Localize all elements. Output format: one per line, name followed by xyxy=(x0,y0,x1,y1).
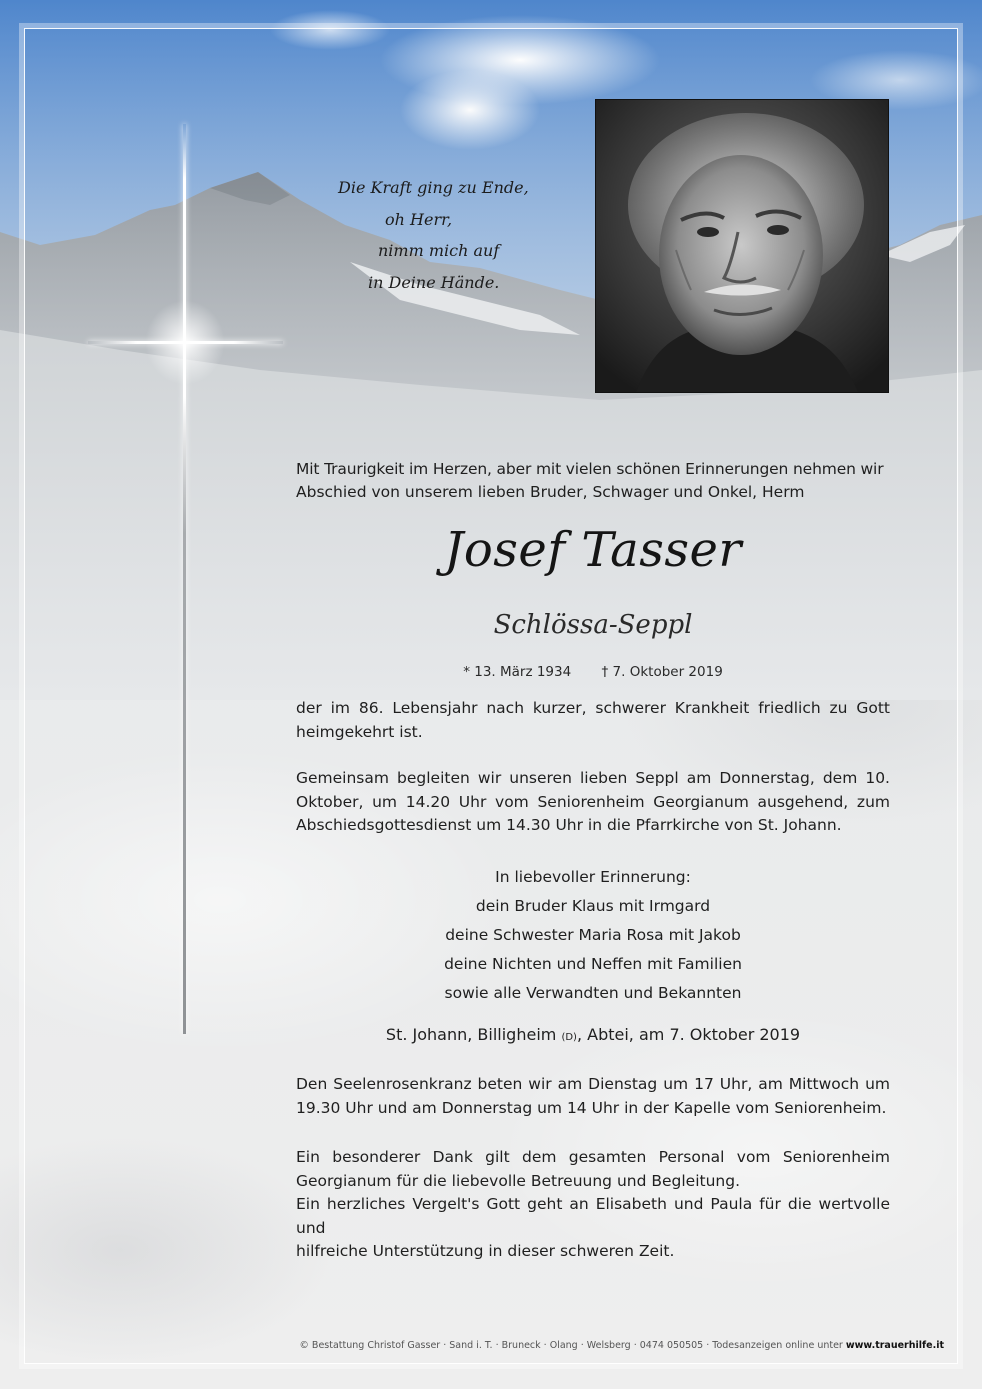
footer xyxy=(40,1340,944,1351)
paragraph-line: der im 86. Lebensjahr nach kurzer, schwerer Krankheit friedlich zu Gott xyxy=(296,699,890,717)
mourner-item: dein Bruder Klaus mit Irmgard xyxy=(475,897,711,915)
paragraph-line: Abschiedsgottesdienst um 14.30 Uhr in die Pfarrkirche von St. Johann. xyxy=(296,816,842,834)
rosary-paragraph xyxy=(296,1073,890,1120)
paragraph-line: Gemeinsam begleiten wir unseren lieben Seppl am Donnerstag, dem 10. Oktober, um 14.20 Uhr vom Seniorenheim Georgianum ausgehend, zum xyxy=(296,769,890,811)
paragraph-line: Ein besonderer Dank gilt dem gesamten Personal vom Seniorenheim xyxy=(296,1148,890,1166)
portrait-photo xyxy=(595,99,889,393)
paragraph-line: hilfreiche Unterstützung in dieser schweren Zeit. xyxy=(296,1242,675,1260)
place-after: , Abtei, am 7. Oktober 2019 xyxy=(576,1025,801,1044)
footer-link[interactable]: www.trauerhilfe.it xyxy=(845,1340,944,1351)
life-dates xyxy=(296,664,890,680)
place-country: (D) xyxy=(561,1032,577,1043)
paragraph-line: Ein herzliches Vergelt's Gott geht an Elisabeth und Paula für die wertvolle und xyxy=(296,1195,890,1237)
paragraph-line: Den Seelenrosenkranz beten wir am Dienstag um 17 Uhr, am Mittwoch um xyxy=(296,1075,890,1093)
intro-line: Abschied von unserem lieben Bruder, Schwager und Onkel, Herm xyxy=(296,483,805,501)
place-and-date xyxy=(296,1025,890,1044)
intro-text xyxy=(296,458,890,504)
verse xyxy=(300,172,560,298)
thanks-paragraph xyxy=(296,1146,890,1264)
birth-date: * 13. März 1934 xyxy=(463,664,572,680)
portrait-image xyxy=(596,100,888,392)
mourners-heading: In liebevoller Erinnerung: xyxy=(495,868,691,886)
mourner-item: sowie alle Verwandten und Bekannten xyxy=(444,984,742,1002)
footer-text: © Bestattung Christof Gasser · Sand i. T. · Bruneck · Olang · Welsberg · 0474 050505 · Todesanzeigen online unter xyxy=(299,1340,843,1351)
paragraph-line: Georgianum für die liebevolle Betreuung und Begleitung. xyxy=(296,1171,741,1190)
paragraph-line: heimgekehrt ist. xyxy=(296,722,423,741)
death-date: † 7. Oktober 2019 xyxy=(601,664,723,680)
mourner-item: deine Schwester Maria Rosa mit Jakob xyxy=(445,926,741,944)
announcement-paragraph xyxy=(296,697,890,744)
intro-line: Mit Traurigkeit im Herzen, aber mit vielen schönen Erinnerungen nehmen wir xyxy=(296,460,884,478)
verse-line: in Deine Hände. xyxy=(368,272,500,292)
cross-icon xyxy=(183,124,186,1034)
funeral-paragraph xyxy=(296,767,890,838)
place-before: St. Johann, Billigheim xyxy=(385,1025,557,1044)
verse-line: Die Kraft ging zu Ende, xyxy=(338,178,529,197)
cross-icon-bar xyxy=(88,341,283,344)
mourners-list xyxy=(296,863,890,1008)
paragraph-line: 19.30 Uhr und am Donnerstag um 14 Uhr in der Kapelle vom Seniorenheim. xyxy=(296,1098,887,1117)
verse-line: oh Herr, xyxy=(385,209,453,229)
verse-line: nimm mich auf xyxy=(378,241,500,260)
deceased-name: Josef Tasser xyxy=(444,522,742,578)
mourner-item: deine Nichten und Neffen mit Familien xyxy=(444,955,742,973)
deceased-nickname: Schlössa-Seppl xyxy=(493,610,693,640)
